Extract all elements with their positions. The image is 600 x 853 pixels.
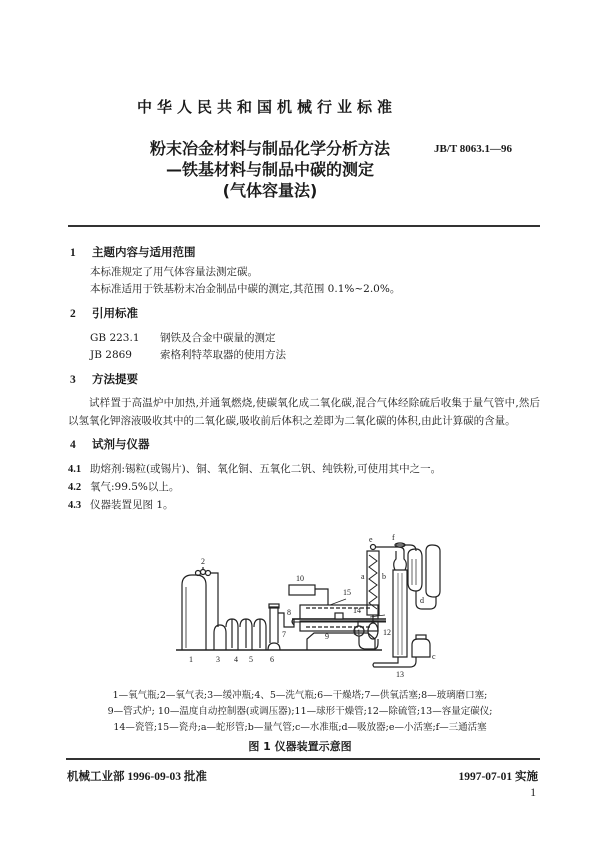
svg-text:c: c [432, 652, 436, 661]
section-title: 引用标准 [92, 306, 138, 320]
svg-text:3: 3 [216, 655, 220, 664]
svg-text:e: e [369, 535, 373, 544]
page-number: 1 [530, 787, 536, 799]
figure-legend [60, 688, 540, 736]
item-number: 4.1 [68, 464, 82, 475]
svg-text:7: 7 [282, 630, 286, 639]
svg-text:10: 10 [296, 574, 304, 583]
svg-text:9: 9 [325, 632, 329, 641]
svg-text:b: b [382, 572, 386, 581]
footer-divider [66, 758, 540, 760]
section-1-paragraph-1: 本标准规定了用气体容量法测定碳。 [90, 266, 258, 278]
svg-text:14: 14 [353, 606, 361, 615]
section-4-item [68, 478, 179, 497]
apparatus-diagram [160, 515, 450, 685]
figure-caption: 图 1 仪器装置示意图 [248, 740, 352, 753]
svg-text:f: f [392, 533, 395, 542]
title-line-2: —铁基材料与制品中碳的测定 [165, 160, 374, 179]
section-1-heading [70, 244, 196, 260]
section-title: 方法提要 [92, 372, 138, 386]
section-3-heading [70, 371, 138, 387]
reference-title: 索格利特萃取器的使用方法 [160, 349, 286, 361]
legend-line-2: 9—管式炉; 10—温度自动控制器(或调压器);11—球形干燥管;12—除硫管;13—容量定碳仪; [107, 706, 493, 717]
approval-note: 机械工业部 1996-09-03 批准 [67, 771, 207, 783]
section-1-paragraph-2: 本标准适用于铁基粉末冶金制品中碳的测定,其范围 0.1%~2.0%。 [90, 283, 401, 295]
section-title: 主题内容与适用范围 [92, 245, 196, 259]
svg-text:a: a [361, 572, 365, 581]
section-title: 试剂与仪器 [92, 437, 150, 451]
standard-organization: 中华人民共和国机械行业标准 [136, 98, 397, 116]
section-4-heading [70, 436, 150, 452]
reference-code: JB 2869 [90, 349, 132, 361]
item-number: 4.2 [68, 482, 82, 493]
section-number: 1 [70, 247, 76, 259]
document-title [100, 138, 440, 201]
title-line-3: (气体容量法) [222, 181, 318, 200]
item-text: 仪器装置见图 1。 [90, 499, 174, 511]
svg-text:5: 5 [249, 655, 253, 664]
item-number: 4.3 [68, 500, 82, 511]
title-line-1: 粉末冶金材料与制品化学分析方法 [149, 139, 390, 158]
svg-text:d: d [420, 596, 424, 605]
section-number: 3 [70, 374, 76, 386]
section-4-item [68, 496, 174, 515]
item-text: 氧气:99.5%以上。 [90, 481, 180, 493]
svg-text:2: 2 [201, 557, 205, 566]
section-4-item [68, 460, 441, 479]
reference-code: GB 223.1 [90, 332, 140, 344]
reference-row [90, 330, 276, 347]
legend-line-1: 1—氧气瓶;2—氧气表;3—缓冲瓶;4、5—洗气瓶;6—干燥塔;7—供氧活塞;8—玻璃磨口塞; [112, 690, 488, 701]
svg-text:11: 11 [353, 628, 361, 637]
svg-text:12: 12 [383, 628, 391, 637]
legend-line-3: 14—瓷管;15—瓷舟;a—蛇形管;b—量气管;c—水准瓶;d—吸放器;e—小活塞;f—三通活塞 [113, 722, 487, 733]
svg-text:15: 15 [343, 588, 351, 597]
section-3-paragraph: 试样置于高温炉中加热,并通氧燃烧,使碳氧化成二氧化碳,混合气体经除硫后收集于量气管中,然后以氢氧化钾溶液吸收其中的二氧化碳,吸收前后体积之差即为二氧化碳的体积,由此计算碳的含量。 [68, 397, 540, 427]
implementation-date: 1997-07-01 实施 [458, 771, 538, 783]
reference-row [90, 347, 286, 364]
section-number: 2 [70, 308, 76, 320]
svg-text:8: 8 [287, 608, 291, 617]
svg-text:13: 13 [396, 670, 404, 679]
svg-text:4: 4 [234, 655, 238, 664]
standard-code: JB/T 8063.1—96 [434, 143, 513, 155]
svg-text:6: 6 [270, 655, 274, 664]
section-number: 4 [70, 439, 76, 451]
item-text: 助熔剂:锡粒(或锡片)、铜、氧化铜、五氧化二钒、纯铁粉,可使用其中之一。 [90, 463, 442, 475]
reference-title: 钢铁及合金中碳量的测定 [160, 332, 276, 344]
header-divider [68, 225, 540, 227]
section-2-heading [70, 305, 138, 321]
svg-text:1: 1 [189, 655, 193, 664]
